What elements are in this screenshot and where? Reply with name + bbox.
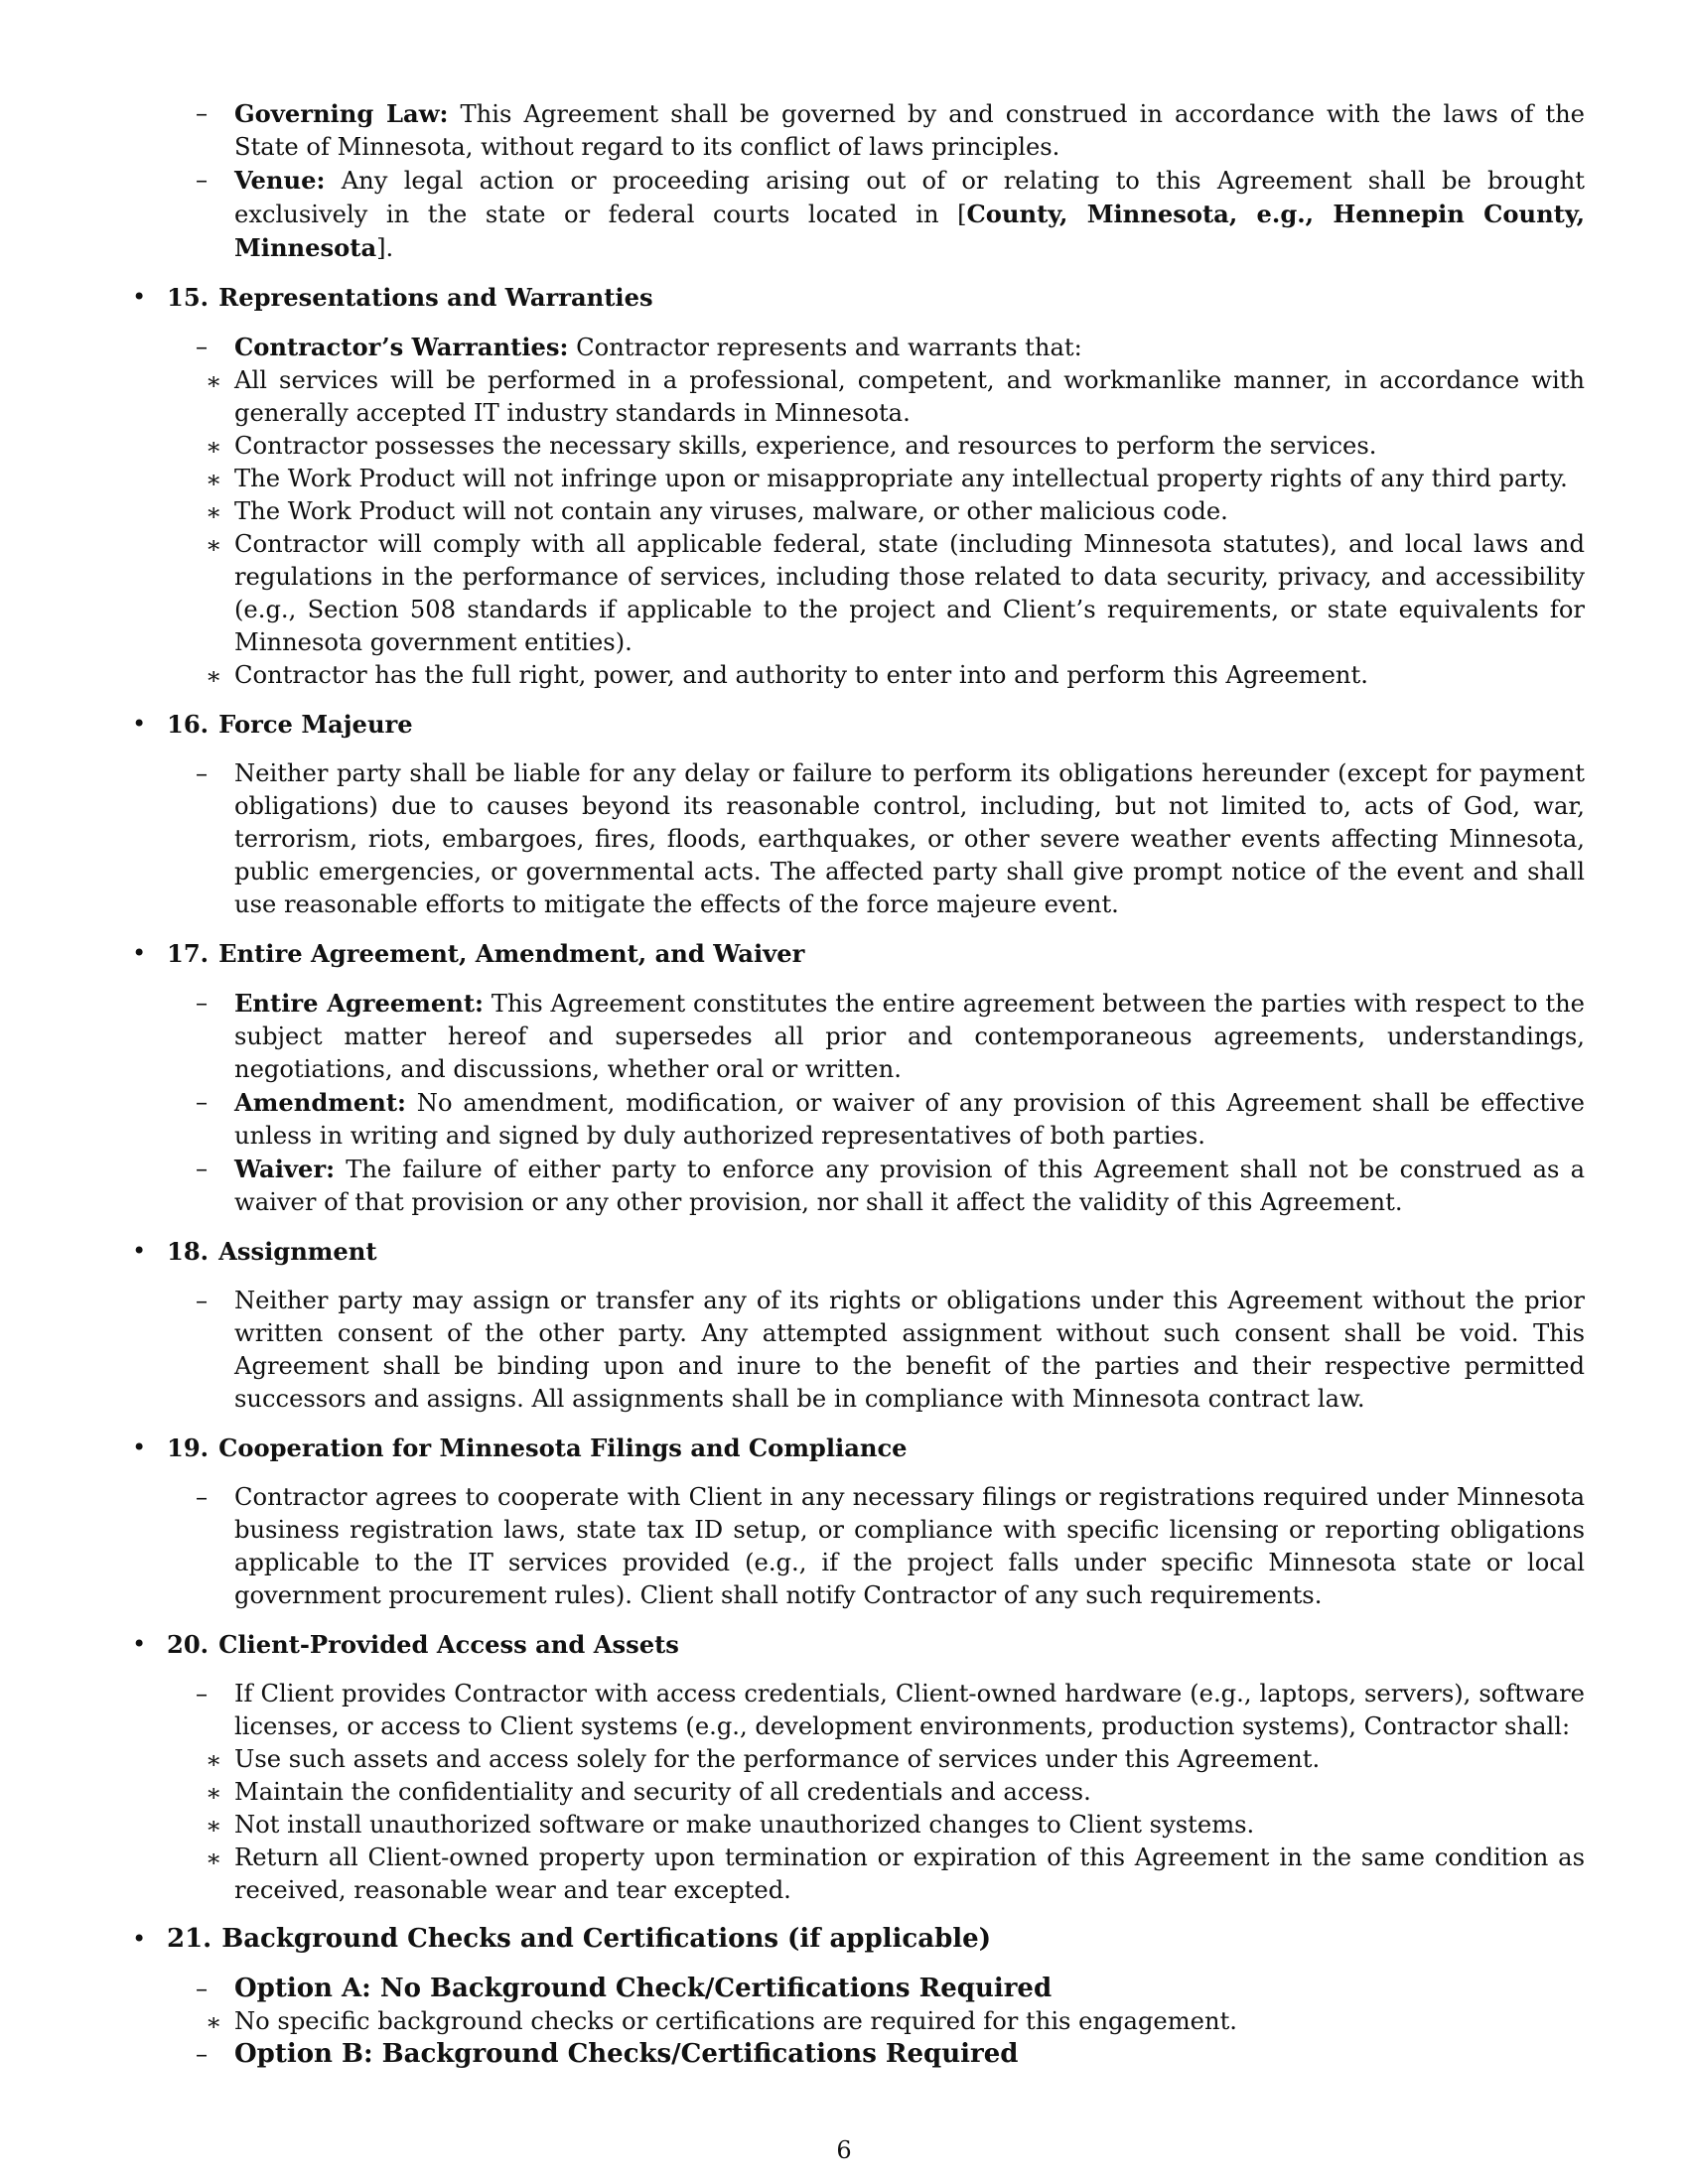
section-title: 21. Background Checks and Certifications (if applicable)	[167, 1924, 991, 1954]
section-title: 18. Assignment	[167, 1237, 377, 1266]
bullet-marker: •	[132, 1630, 147, 1658]
sub-item: ∗ Maintain the confidentiality and security of all credentials and access.	[206, 1778, 1091, 1807]
bullet-marker: •	[132, 939, 147, 967]
warranties-item	[167, 331, 1585, 692]
document-page	[127, 97, 1585, 2071]
page-number: 6	[836, 2136, 852, 2164]
section-18	[127, 1235, 1585, 1416]
section-title: 16. Force Majeure	[167, 710, 413, 739]
placeholder-text: County, Minnesota, e.g., Hennepin County, Minnesota	[234, 200, 1586, 262]
section-16	[127, 708, 1585, 921]
entire-agreement-item: – Entire Agreement: This Agreement constitutes the entire agreement between the parties with respect to the subject matter hereof and supersedes all prior and contemporaneous agreements, understandings, negotiations, and discussions, whether oral or written.	[196, 989, 1585, 1083]
sub-item: ∗ Use such assets and access solely for the performance of services under this Agreement.	[206, 1745, 1321, 1774]
section-title: 20. Client-Provided Access and Assets	[167, 1630, 679, 1659]
amendment-item: – Amendment: No amendment, modification, or waiver of any provision of this Agreement shall be effective unless in writing and signed by duly authorized representatives of both parties.	[196, 1088, 1585, 1150]
item-text: Any legal action or proceeding arising out of or relating to this Agreement shall be brought exclusively in the state or federal courts located in [	[234, 167, 1585, 228]
section-21	[127, 1923, 1585, 2071]
option-a-item: – Option A: No Background Check/Certifications Required ∗ No specific background checks or certifications are required for this engagement.	[167, 1973, 1585, 2038]
paragraph-item: – Neither party shall be liable for any delay or failure to perform its obligations hereunder (except for payment obligations) due to causes beyond its reasonable control, including, but not limited to, acts of God, war, terrorism, riots, embargoes, fires, floods, earthquakes, or other severe weather events affecting Minnesota, public emergencies, or governmental acts. The affected party shall give prompt notice of the event and shall use reasonable efforts to mitigate the effects of the force majeure event.	[196, 759, 1585, 918]
item-text: Neither party shall be liable for any delay or failure to perform its obligations hereunder (except for payment obligations) due to causes beyond its reasonable control, including, but not limited to, acts of God, war, terrorism, riots, embargoes, fires, floods, earthquakes, or other severe weather events affecting Minnesota, public emergencies, or governmental acts. The affected party shall give prompt notice of the event and shall use reasonable efforts to mitigate the effects of the force majeure event.	[234, 759, 1585, 918]
sub-item: ∗ The Work Product will not infringe upon or misappropriate any intellectual property rights of any third party.	[206, 465, 1568, 493]
item-term: Contractor’s Warranties:	[234, 333, 569, 361]
sub-item: ∗ No specific background checks or certifications are required for this engagement.	[206, 2007, 1237, 2036]
option-b-item: – Option B: Background Checks/Certifications Required	[196, 2039, 1019, 2069]
paragraph-item: – Contractor agrees to cooperate with Client in any necessary filings or registrations required under Minnesota business registration laws, state tax ID setup, or compliance with specific licensing or reporting obligations applicable to the IT services provided (e.g., if the project falls under specific Minnesota state or local government procurement rules). Client shall notify Contractor of any such requirements.	[196, 1483, 1585, 1609]
sub-item: ∗ All services will be performed in a professional, competent, and workmanlike manner, in accordance with generally accepted IT industry standards in Minnesota.	[206, 366, 1585, 427]
item-text: This Agreement shall be governed by and construed in accordance with the laws of the State of Minnesota, without regard to its conflict of laws principles.	[234, 100, 1585, 161]
item-text: Contractor represents and warrants that:	[568, 334, 1082, 361]
sub-item: ∗ Contractor will comply with all applicable federal, state (including Minnesota statutes), and local laws and regulations in the performance of services, including those related to data security, privacy, and accessibility (e.g., Section 508 standards if applicable to the project and Client’s requirements, or state equivalents for Minnesota government entities).	[206, 530, 1585, 656]
bullet-marker: •	[132, 1433, 147, 1461]
bullet-marker: •	[132, 710, 147, 738]
sub-item: ∗ The Work Product will not contain any viruses, malware, or other malicious code.	[206, 497, 1228, 526]
dash-marker: –	[196, 99, 209, 127]
dash-marker: –	[196, 333, 209, 360]
section-15	[127, 281, 1585, 692]
section-title: 17. Entire Agreement, Amendment, and Waiver	[167, 939, 805, 968]
paragraph-item: – If Client provides Contractor with access credentials, Client-owned hardware (e.g., laptops, servers), software licenses, or access to Client systems (e.g., development environments, production systems), Contractor shall: ∗ Use such assets and access solely for the performance of services under this Agreement. ∗ Maintain the confidentiality and security of all credentials and access. ∗ Not install unauthorized software or make unauthorized changes to Client systems. ∗ Return all Client-owned property upon termination or expiration of this Agreement in the same condition as received, reasonable wear and tear excepted.	[167, 1678, 1585, 1907]
governing-law-item	[127, 97, 1585, 164]
bullet-marker: •	[132, 283, 147, 311]
dash-marker: –	[196, 166, 209, 194]
sub-item: ∗ Contractor has the full right, power, and authority to enter into and perform this Agreement.	[206, 661, 1368, 690]
item-term: Venue:	[234, 166, 326, 195]
item-term: Governing Law:	[234, 99, 449, 128]
bullet-marker: •	[132, 1925, 147, 1953]
section-20	[127, 1628, 1585, 1907]
sub-item: ∗ Return all Client-owned property upon termination or expiration of this Agreement in the same condition as received, reasonable wear and tear excepted.	[206, 1843, 1585, 1904]
item-text: ].	[376, 234, 394, 262]
bullet-marker: •	[132, 1237, 147, 1265]
sub-item: ∗ Contractor possesses the necessary skills, experience, and resources to perform the services.	[206, 432, 1377, 461]
venue-item	[127, 164, 1585, 265]
section-title: 15. Representations and Warranties	[167, 283, 653, 312]
section-title: 19. Cooperation for Minnesota Filings and Compliance	[167, 1433, 908, 1462]
paragraph-item: – Neither party may assign or transfer any of its rights or obligations under this Agreement without the prior written consent of the other party. Any attempted assignment without such consent shall be void. This Agreement shall be binding upon and inure to the benefit of the parties and their respective permitted successors and assigns. All assignments shall be in compliance with Minnesota contract law.	[196, 1287, 1585, 1413]
section-17	[127, 937, 1585, 1219]
waiver-item: – Waiver: The failure of either party to enforce any provision of this Agreement shall not be construed as a waiver of that provision or any other provision, nor shall it affect the validity of this Agreement.	[196, 1155, 1585, 1216]
sub-item: ∗ Not install unauthorized software or make unauthorized changes to Client systems.	[206, 1811, 1255, 1840]
section-19	[127, 1432, 1585, 1612]
